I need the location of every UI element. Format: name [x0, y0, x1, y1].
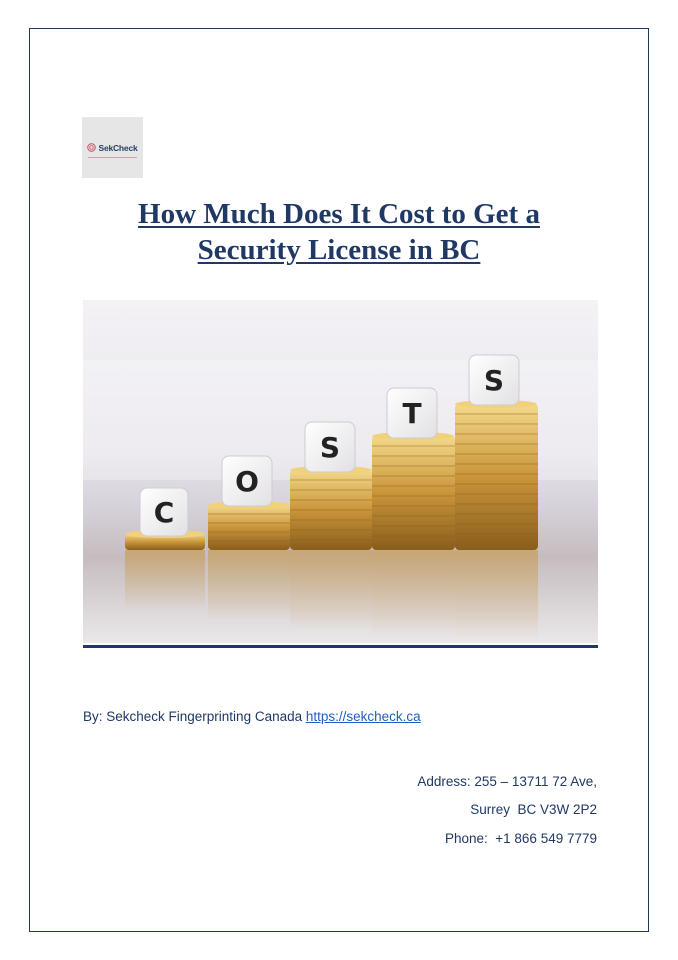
die-letter-t: T	[402, 397, 422, 430]
byline-text: By: Sekcheck Fingerprinting Canada	[83, 709, 303, 724]
die-letter-o: O	[235, 465, 259, 498]
coin-stack-2	[208, 501, 290, 550]
phone-number: Phone: +1 866 549 7779	[444, 831, 597, 846]
die-s-2	[469, 355, 519, 405]
die-s	[305, 422, 355, 472]
page-title	[60, 196, 618, 268]
die-o	[222, 456, 272, 506]
byline	[83, 709, 421, 724]
logo-tagline-line	[88, 157, 137, 158]
coin-stack-4	[372, 432, 455, 550]
address-line-2: Surrey BC V3W 2P2	[470, 802, 597, 817]
logo-text: SekCheck	[98, 142, 138, 153]
address-line-1: Address: 255 – 13711 72 Ave,	[417, 774, 597, 789]
sekcheck-logo	[82, 117, 143, 178]
costs-coins-photo	[83, 300, 598, 643]
die-t	[387, 388, 437, 438]
die-c	[140, 488, 188, 536]
coin-stack-5	[455, 400, 538, 550]
coin-stack-3	[290, 466, 372, 550]
title-line-2: Security License in BC	[197, 234, 481, 266]
divider-rule	[83, 645, 598, 648]
title-line-1: How Much Does It Cost to Get a	[138, 198, 540, 230]
sekcheck-website-link[interactable]: https://sekcheck.ca	[305, 709, 421, 724]
fingerprint-icon	[87, 143, 96, 152]
die-letter-c: C	[153, 496, 175, 529]
die-letter-s-2: S	[483, 364, 505, 397]
die-letter-s: S	[319, 431, 341, 464]
